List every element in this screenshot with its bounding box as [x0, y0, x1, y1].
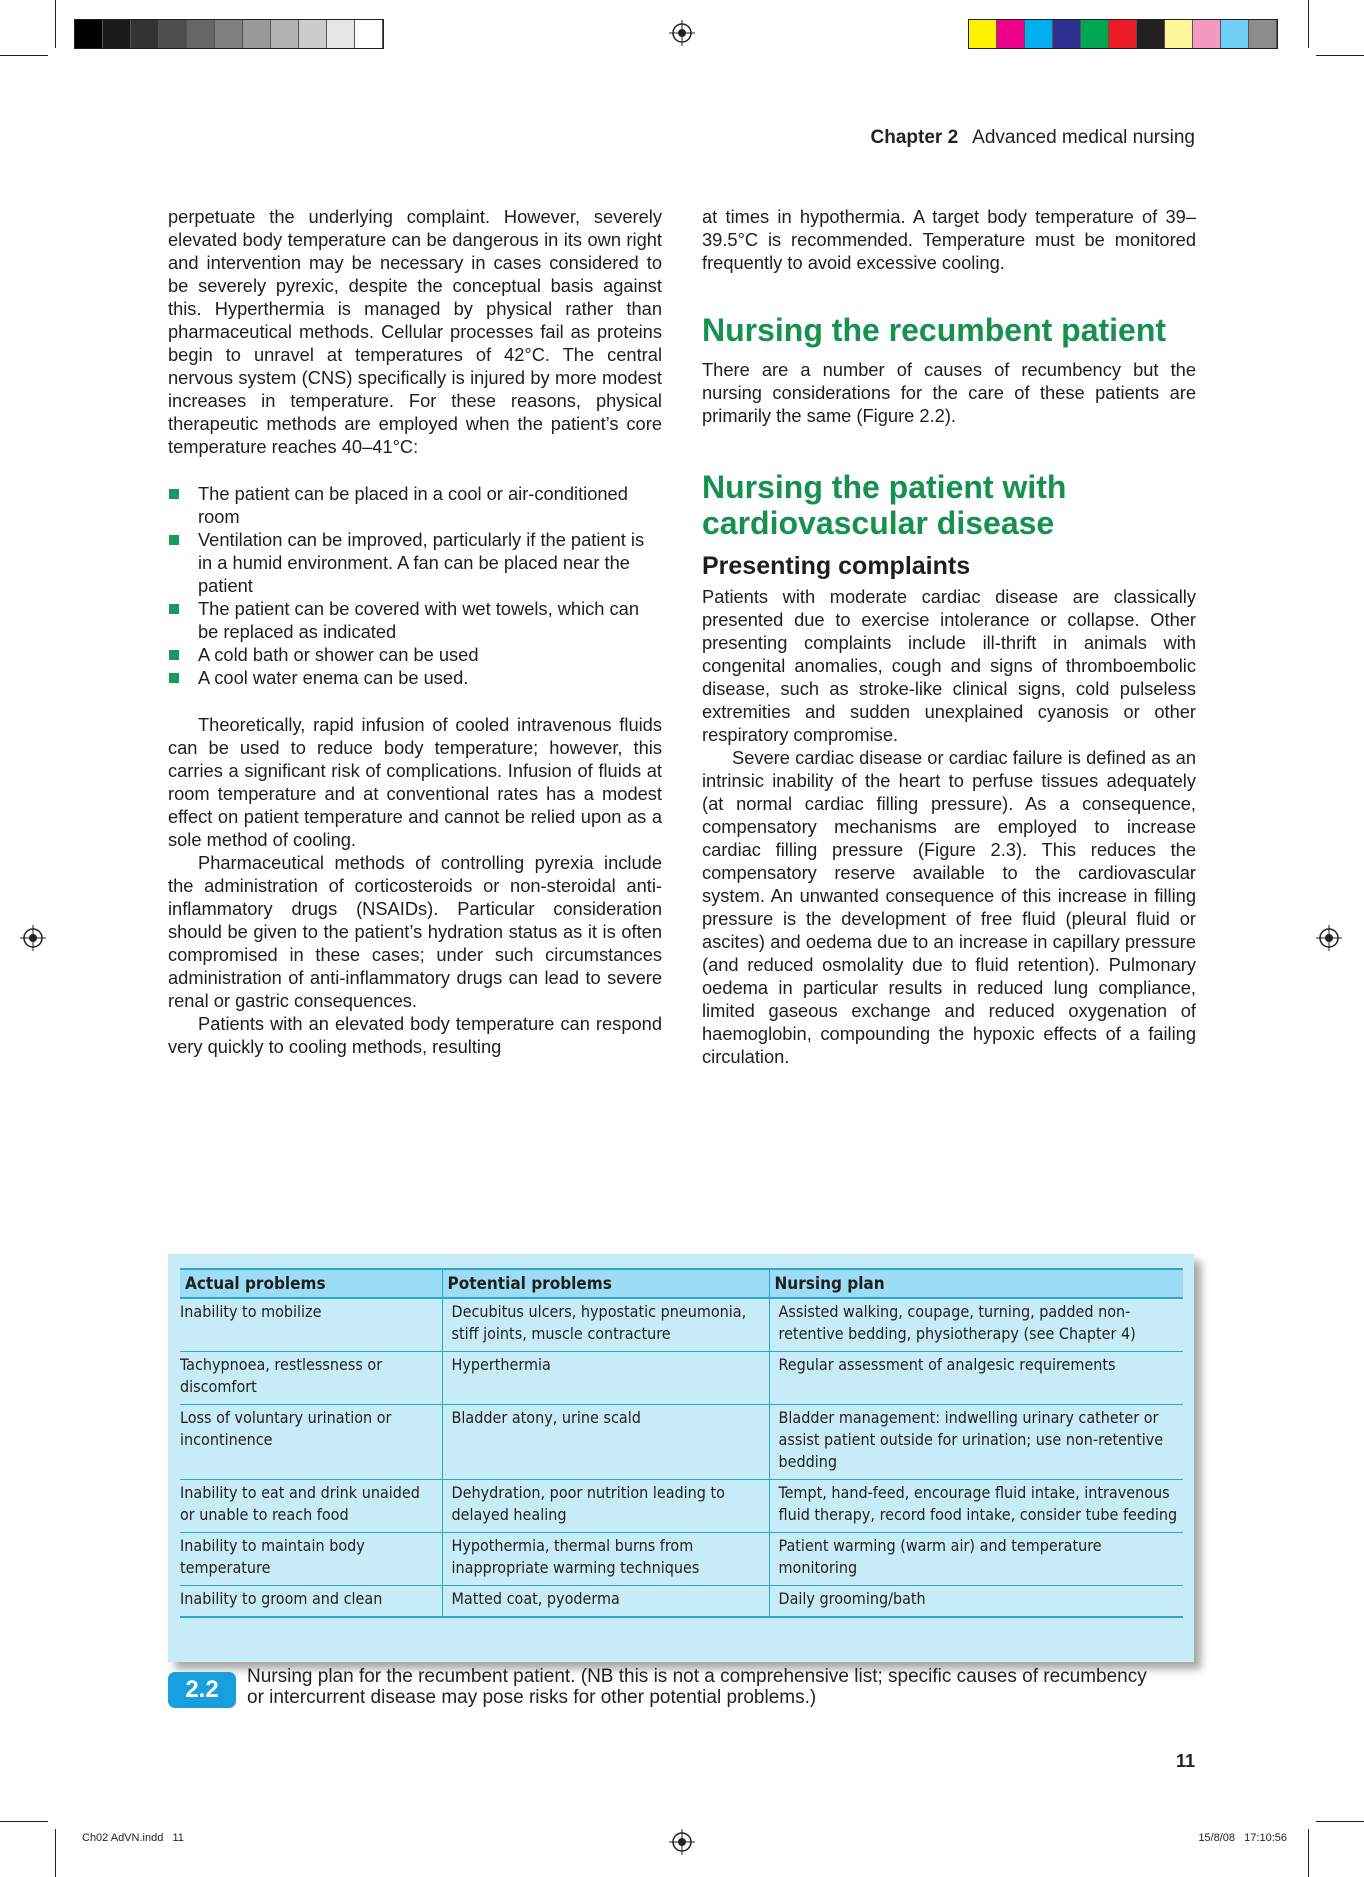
color-swatch	[969, 20, 997, 48]
crop-mark	[0, 1821, 48, 1822]
color-swatch	[1221, 20, 1249, 48]
list-item: Ventilation can be improved, particularly if the patient is in a humid environment. A fan can be placed near the patient	[168, 528, 662, 597]
registration-mark-icon	[669, 20, 695, 46]
section-heading: Nursing the recumbent patient	[702, 312, 1167, 348]
table-cell: Hyperthermia	[442, 1352, 769, 1405]
crop-mark	[1316, 1821, 1364, 1822]
table-cell: Inability to mobilize	[180, 1298, 442, 1352]
table-row	[180, 1586, 1183, 1618]
color-swatch	[1025, 20, 1053, 48]
column-header: Nursing plan	[769, 1269, 1183, 1298]
table-row	[180, 1405, 1183, 1480]
body-paragraph: Theoretically, rapid infusion of cooled intravenous fluids can be used to reduce body temperature; however, this carries a significant risk of complications. Infusion of fluids at room temperature and at conventional rates has a modest effect on patient temperature and cannot be relied upon as a sole method of cooling.	[168, 714, 662, 850]
table-row	[180, 1298, 1183, 1352]
table-row	[180, 1480, 1183, 1533]
crop-mark	[0, 55, 48, 56]
table-cell: Daily grooming/bath	[769, 1586, 1183, 1618]
table-cell: Decubitus ulcers, hypostatic pneumonia, stiff joints, muscle contracture	[442, 1298, 769, 1352]
color-swatch	[1137, 20, 1165, 48]
crop-mark	[55, 1829, 56, 1877]
nursing-plan-table	[180, 1268, 1183, 1618]
color-swatch	[299, 20, 327, 48]
color-swatch	[1081, 20, 1109, 48]
table-cell: Tempt, hand-feed, encourage fluid intake, intravenous fluid therapy, record food intake, consider tube feeding	[769, 1480, 1183, 1533]
table-cell: Regular assessment of analgesic requirements	[769, 1352, 1183, 1405]
list-item: A cool water enema can be used.	[168, 666, 662, 689]
table-header-row	[180, 1269, 1183, 1298]
color-swatch	[1053, 20, 1081, 48]
square-bullet-icon	[169, 604, 179, 614]
chapter-label: Chapter 2	[870, 127, 959, 148]
table-cell: Matted coat, pyoderma	[442, 1586, 769, 1618]
right-column	[702, 205, 1196, 1068]
color-swatch	[187, 20, 215, 48]
chapter-title: Advanced medical nursing	[972, 127, 1195, 148]
print-slug-timestamp: 15/8/08 17:10:56	[1198, 1832, 1287, 1844]
section-heading: Nursing the patient with cardiovascular disease	[702, 469, 1067, 541]
body-paragraph: Patients with moderate cardiac disease are classically presented due to exercise intolerance or collapse. Other presenting complaints include ill-thrift in animals with congenital anomalies, cough and signs of thromboembolic disease, such as stroke-like clinical signs, cold pulseless extremities and sudden unexplained cyanosis or other respiratory compromise.	[702, 586, 1196, 745]
crop-mark	[1308, 0, 1309, 48]
cooling-methods-list	[168, 482, 662, 689]
registration-mark-icon	[669, 1829, 695, 1855]
list-item: A cold bath or shower can be used	[168, 643, 662, 666]
color-swatch	[355, 20, 383, 48]
color-swatch	[1193, 20, 1221, 48]
cmyk-color-bar	[968, 19, 1278, 49]
square-bullet-icon	[169, 650, 179, 660]
left-column	[168, 205, 662, 1058]
table-row	[180, 1352, 1183, 1405]
body-paragraph: Pharmaceutical methods of controlling pyrexia include the administration of corticosteroids or non-steroidal anti-inflammatory drugs (NSAIDs). Particular consideration should be given to the patient’s hydration status as it is often compromised in these cases; under such circumstances administration of anti-inflammatory drugs can lead to severe renal or gastric consequences.	[168, 852, 662, 1011]
color-swatch	[159, 20, 187, 48]
square-bullet-icon	[169, 535, 179, 545]
color-swatch	[1165, 20, 1193, 48]
body-paragraph: Patients with an elevated body temperature can respond very quickly to cooling methods, resulting	[168, 1013, 662, 1057]
color-swatch	[243, 20, 271, 48]
body-paragraph: There are a number of causes of recumbency but the nursing considerations for the care of these patients are primarily the same (Figure 2.2).	[702, 359, 1196, 426]
table-cell: Dehydration, poor nutrition leading to delayed healing	[442, 1480, 769, 1533]
column-header: Actual problems	[180, 1269, 442, 1298]
crop-mark	[1308, 1829, 1309, 1877]
registration-mark-icon	[20, 925, 46, 951]
color-swatch	[997, 20, 1025, 48]
registration-mark-icon	[1316, 925, 1342, 951]
body-paragraph: Severe cardiac disease or cardiac failure is defined as an intrinsic inability of the heart to perfuse tissues adequately (at normal cardiac filling pressure). As a consequence, compensatory mechanisms are employed to increase cardiac filling pressure (Figure 2.3). This reduces the compensatory reserve available to the cardiovascular system. An unwanted consequence of this increase in filling pressure is the development of free fluid (pleural fluid or ascites) and oedema due to an increase in capillary pressure (and reduced osmolality due to fluid retention). Pulmonary oedema in particular results in reduced lung compliance, limited gaseous exchange and reduced oxygenation of haemoglobin, compounding the hypoxic effects of a failing circulation.	[702, 747, 1196, 1067]
color-swatch	[215, 20, 243, 48]
running-head	[871, 127, 1196, 149]
figure-number-badge: 2.2	[168, 1672, 236, 1708]
table-row	[180, 1533, 1183, 1586]
color-swatch	[131, 20, 159, 48]
crop-mark	[55, 0, 56, 48]
grayscale-color-bar	[74, 19, 384, 49]
nursing-plan-table-panel	[168, 1254, 1194, 1662]
color-swatch	[327, 20, 355, 48]
table-cell: Assisted walking, coupage, turning, padded non-retentive bedding, physiotherapy (see Chapter 4)	[769, 1298, 1183, 1352]
table-cell: Hypothermia, thermal burns from inappropriate warming techniques	[442, 1533, 769, 1586]
table-cell: Loss of voluntary urination or incontinence	[180, 1405, 442, 1480]
table-cell: Tachypnoea, restlessness or discomfort	[180, 1352, 442, 1405]
print-slug-filename: Ch02 AdVN.indd 11	[82, 1832, 184, 1844]
color-swatch	[1249, 20, 1277, 48]
list-item: The patient can be covered with wet towels, which can be replaced as indicated	[168, 597, 662, 643]
table-cell: Bladder management: indwelling urinary catheter or assist patient outside for urination; use non-retentive bedding	[769, 1405, 1183, 1480]
list-item: The patient can be placed in a cool or air-conditioned room	[168, 482, 662, 528]
table-cell: Inability to maintain body temperature	[180, 1533, 442, 1586]
color-swatch	[1109, 20, 1137, 48]
square-bullet-icon	[169, 673, 179, 683]
table-cell: Bladder atony, urine scald	[442, 1405, 769, 1480]
table-cell: Patient warming (warm air) and temperature monitoring	[769, 1533, 1183, 1586]
color-swatch	[103, 20, 131, 48]
page-number: 11	[1175, 1751, 1195, 1771]
column-header: Potential problems	[442, 1269, 769, 1298]
table-cell: Inability to eat and drink unaided or unable to reach food	[180, 1480, 442, 1533]
subsection-heading: Presenting complaints	[702, 552, 971, 580]
color-swatch	[75, 20, 103, 48]
square-bullet-icon	[169, 489, 179, 499]
color-swatch	[271, 20, 299, 48]
figure-caption: Nursing plan for the recumbent patient. (NB this is not a comprehensive list; specific causes of recumbency or intercurrent disease may pose risks for other potential problems.)	[247, 1666, 1147, 1708]
crop-mark	[1316, 55, 1364, 56]
table-cell: Inability to groom and clean	[180, 1586, 442, 1618]
body-paragraph: at times in hypothermia. A target body temperature of 39–39.5°C is recommended. Temperature must be monitored frequently to avoid excessive cooling.	[702, 206, 1196, 273]
body-paragraph: perpetuate the underlying complaint. However, severely elevated body temperature can be dangerous in its own right and intervention may be necessary in cases considered to be severely pyrexic, despite the conceptual basis against this. Hyperthermia is managed by physical rather than pharmaceutical methods. Cellular processes fail as proteins begin to unravel at temperatures of 42°C. The central nervous system (CNS) specifically is injured by more modest increases in temperature. For these reasons, physical therapeutic methods are employed when the patient’s core temperature reaches 40–41°C:	[168, 206, 662, 457]
